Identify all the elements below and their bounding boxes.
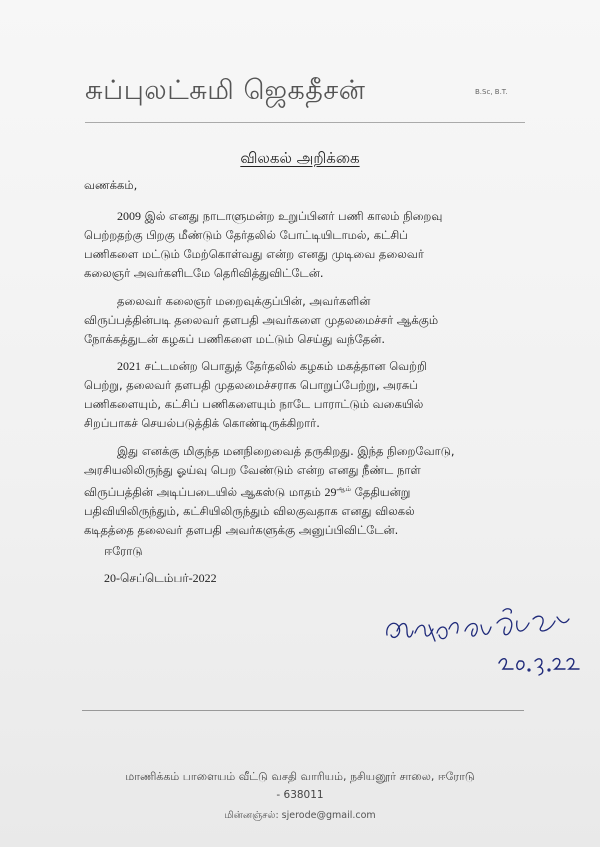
paragraph-line: அரசியலிலிருந்து ஓய்வு பெற வேண்டும் என்ற எனது நீண்ட நாள் bbox=[84, 463, 421, 477]
paragraph-1 bbox=[84, 207, 532, 283]
footer-pincode: - 638011 bbox=[276, 789, 324, 801]
letter-title bbox=[0, 149, 600, 169]
email-label: மின்னஞ்சல்: bbox=[224, 810, 279, 821]
date-text bbox=[104, 571, 217, 587]
letter-title-text: விலகல் அறிக்கை bbox=[240, 149, 360, 167]
paragraph-line: கடிதத்தை தலைவர் தளபதி அவர்களுக்கு அனுப்பிவிட்டேன். bbox=[84, 522, 399, 537]
paragraph-line: கலைஞர் அவர்களிடமே தெரிவித்துவிட்டேன். bbox=[84, 266, 324, 280]
footer-address: மாணிக்கம் பாளையம் வீட்டு வசதி வாரியம், நசியனூர் சாலை, ஈரோடு bbox=[125, 770, 475, 783]
paragraph-line bbox=[84, 357, 532, 376]
paragraph-line: தலைவர் கலைஞர் மறைவுக்குப்பின், அவர்களின் bbox=[117, 294, 371, 308]
place-text: ஈரோடு bbox=[104, 544, 143, 558]
paragraph-line: நோக்கத்துடன் கழகப் பணிகளை மட்டும் செய்து வந்தேன். bbox=[84, 332, 386, 346]
year-text: 2021 bbox=[117, 359, 141, 373]
paragraph-line: இது எனக்கு மிகுந்த மனநிறைவைத் தருகிறது. இந்த நிறைவோடு, bbox=[117, 444, 455, 458]
salutation: வணக்கம், bbox=[84, 178, 138, 192]
header-divider bbox=[85, 122, 525, 123]
day-suffix: ஆம் bbox=[336, 485, 352, 493]
paragraph-line: பதிவியிலிருந்தும், கட்சியிலிருந்தும் விலகுவதாக எனது விலகல் bbox=[84, 503, 415, 518]
paragraph-line: பணிகளையும், கட்சிப் பணிகளையும் நாடே பாராட்டும் வகையில் bbox=[84, 397, 424, 411]
day-number: 29 bbox=[324, 484, 337, 499]
paragraph-4 bbox=[84, 442, 532, 540]
handwritten-signature bbox=[383, 605, 583, 690]
paragraph-2 bbox=[84, 292, 532, 349]
paragraph-text: சட்டமன்ற பொதுத் தேர்தலில் கழகம் மகத்தான வெற்றி bbox=[141, 359, 427, 373]
letterhead bbox=[85, 74, 545, 114]
paragraph-line bbox=[84, 480, 532, 502]
paragraph-text: தேதியன்று bbox=[351, 484, 411, 499]
paragraph-line: சிறப்பாகச் செயல்படுத்திக் கொண்டிருக்கிறார். bbox=[84, 416, 320, 430]
footer-email bbox=[0, 810, 600, 822]
letterhead-name: சுப்புலட்சுமி ஜெகதீசன் bbox=[85, 75, 366, 106]
paragraph-text: இல் எனது நாடாளுமன்ற உறுப்பினர் பணி காலம் நிறைவு bbox=[141, 209, 443, 223]
year-text: 2009 bbox=[117, 209, 141, 223]
paragraph-text: விருப்பத்தின் அடிப்படையில் ஆகஸ்டு மாதம் bbox=[84, 484, 325, 499]
paragraph-line: பெற்றதற்கு பிறகு மீண்டும் தேர்தலில் போட்டியிடாமல், கட்சிப் bbox=[84, 228, 408, 242]
paragraph-3 bbox=[84, 357, 532, 433]
letterhead-degree: B.Sc, B.T. bbox=[475, 88, 508, 96]
footer-divider bbox=[82, 710, 524, 711]
paragraph-line bbox=[84, 207, 532, 226]
paragraph-line: விருப்பத்தின்படி தலைவர் தளபதி அவர்களை முதலமைச்சர் ஆக்கும் bbox=[84, 313, 439, 327]
paragraph-line: பெற்று, தலைவர் தளபதி முதலமைச்சராக பொறுப்பேற்று, அரசுப் bbox=[84, 378, 418, 392]
paragraph-line: பணிகளை மட்டும் மேற்கொள்வது என்ற எனது முடிவை தலைவர் bbox=[84, 247, 424, 261]
date-value: 20-செப்டெம்பர்-2022 bbox=[104, 571, 217, 585]
email-address[interactable]: sjerode@gmail.com bbox=[281, 810, 376, 821]
